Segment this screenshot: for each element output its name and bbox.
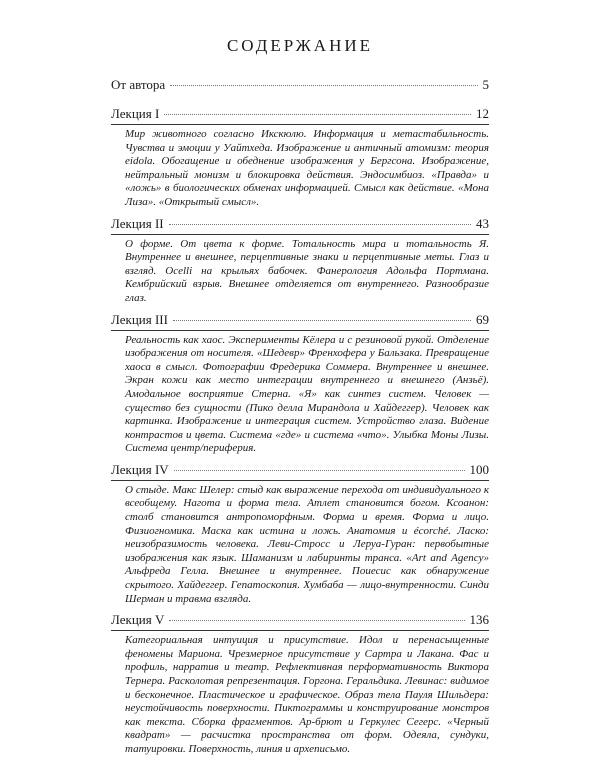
entry-summary: Категориальная интуиция и присутствие. Идол и перенасыщенные феномены Мариона. Чрезмерное присутствие у Сартра и Лакана. Фас и профиль, нарратив и театр. Рефлективная перформативность Виктора Тернера. Расколотая репрезентация. Горгона. Геральдика. Левинас: видимое и бесконечное. Пластическое и графическое. Образ тела Пауля Шильдера: неустойчивость поверхности. Пиктограммы и конструирование монстров как текста. Сборка фрагментов. Ар-брют и Геркулес Сегерс. «Черный квадрат» — расчистка пространства от форм. Одеяла, сундуки, татуировки. Поверхность, линия и археписьмо. xyxy=(125,634,489,755)
entry-summary: О форме. От цвета к форме. Тотальность мира и тотальность Я. Внутреннее и внешнее, перцептивные знаки и перцептивные меты. Глаз и взгляд. Ocelli на крыльях бабочек. Фанерология Адольфа Портмана. Кембрийский взрыв. Внешнее отделяется от внутреннего. Разнообразие глаз. xyxy=(125,237,489,304)
entry-page-number: 43 xyxy=(476,215,489,231)
divider xyxy=(111,480,489,481)
dot-leader xyxy=(169,620,464,621)
entry-page-number: 136 xyxy=(469,612,489,628)
table-of-contents xyxy=(111,74,489,763)
dot-leader xyxy=(173,320,471,321)
toc-entry-lecture-2 xyxy=(111,216,489,306)
toc-entry-lecture-5 xyxy=(111,612,489,756)
toc-entry-lecture-4 xyxy=(111,462,489,606)
dot-leader xyxy=(169,224,471,225)
toc-entry-row[interactable] xyxy=(111,77,489,93)
toc-entry-lecture-1 xyxy=(111,106,489,210)
entry-page-number: 69 xyxy=(476,311,489,327)
toc-entry-row[interactable] xyxy=(111,462,489,478)
dot-leader xyxy=(164,114,471,115)
divider xyxy=(111,124,489,125)
divider xyxy=(111,234,489,235)
page-title: СОДЕРЖАНИЕ xyxy=(226,36,374,55)
entry-title: Лекция II xyxy=(111,215,164,231)
dot-leader xyxy=(174,470,465,471)
toc-entry-preface xyxy=(111,77,489,93)
entry-summary: Реальность как хаос. Эксперименты Кёлера и с резиновой рукой. Отделение изображения от носителя. «Шедевр» Френхофера у Бальзака. Превращение хаоса в смысл. Фотографии Фредерика Соммера. Внутреннее и внешнее. Экран кожи как место интеграции внутреннего и внешнего (Анзьё). Амодальное восприятие Стерна. «Я» как синтез систем. Человек — существо без сущности (Пико делла Мирандола и Хайдеггер). Человек как картинка. Изображение и интеграция систем. Устройство глаза. Видение контрастов и цвета. Система «где» и система «что». Улыбка Моны Лизы. Система центр/периферия. xyxy=(125,333,489,455)
entry-page-number: 100 xyxy=(469,461,489,477)
entry-summary: О стыде. Макс Шелер: стыд как выражение перехода от индивидуального к всеобщему. Нагота и форма тела. Атлет становится богом. Ксоанон: столб становится антропоморфным. Форма и время. Форма и лицо. Физиогномика. Маска как истина и ложь. Анатомия и écorché. Ласко: неизобразимость человека. Леви-Стросс и Леруа-Гуран: первобытные изображения как язык. Шаманизм и лабиринты транса. «Art and Agency» Альфреда Гелла. Внешнее и внутреннее. Поиесис как обнаружение скрытого. Хайдеггер. Гепатоскопия. Хумбаба — лицо-внутренности. Синди Шерман и травма взгляда. xyxy=(125,483,489,605)
entry-title: Лекция IV xyxy=(111,461,169,477)
toc-entry-row[interactable] xyxy=(111,312,489,328)
entry-title: От автора xyxy=(111,77,166,92)
toc-entry-lecture-3 xyxy=(111,312,489,456)
entry-page-number: 12 xyxy=(476,106,489,121)
entry-title: Лекция V xyxy=(111,612,165,628)
entry-page-number: 5 xyxy=(482,77,489,92)
toc-entry-row[interactable] xyxy=(111,216,489,232)
toc-entry-row[interactable] xyxy=(111,612,489,628)
divider xyxy=(111,330,489,331)
toc-entry-row[interactable] xyxy=(111,106,489,122)
entry-title: Лекция III xyxy=(111,311,168,327)
divider xyxy=(111,630,489,631)
entry-summary: Мир животного согласно Икскюлю. Информация и метастабильность. Чувства и эмоции у Уайтхеда. Изображение и античный атомизм: теория eidola. Обогащение и обеднение изображения у Бергсона. Изображение, нейтральный монизм и блокировка действия. Эндосимбиоз. «Правда» и «ложь» в биологических обменах информацией. Смысл как действие. «Мона Лиза». «Открытый смысл». xyxy=(125,128,489,208)
entry-title: Лекция I xyxy=(111,106,160,121)
dot-leader xyxy=(170,85,477,86)
